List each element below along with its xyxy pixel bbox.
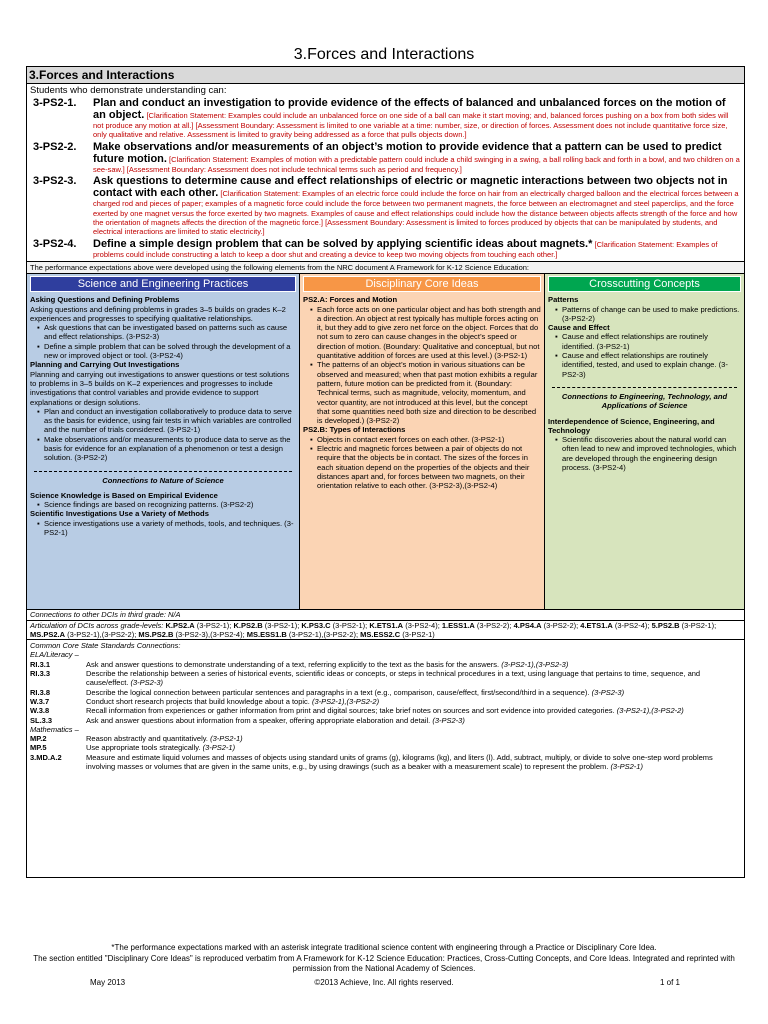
standard-code: SL.3.3 [30,715,53,725]
articulation-ref: (3-PS2-4); [612,620,652,630]
articulation-ref: (3-PS2-1); [194,620,234,630]
section-header: 3.Forces and Interactions [27,67,744,84]
articulation-code: MS.PS2.A [30,629,66,639]
standard-text: Measure and estimate liquid volumes and masses of objects using standard units of grams (g), kilograms (kg), and liters (l). Add, subtract, multiply, or divide to solve one-step word problems involving masses or volumes that are given in the same units, e.g., by using drawings (such as a beaker with a measurement scale) to represent the problem. [86,752,713,771]
articulation-code: 4.ETS1.A [580,620,613,630]
crosscutting-bullet: ▪ Cause and effect relationships are routinely identified. (3-PS2-1) [548,332,741,351]
standard-code: 3.MD.A.2 [30,752,62,762]
practice-text: Planning and carrying out investigations to answer questions or test solutions to problems in 3–5 builds on K–2 experiences and progresses to include investigations that control variables and provide evidence to support explanations or design solutions. [30,369,290,407]
standard-code: W.3.7 [30,696,50,706]
standard-ref: (3-PS2-1) [202,743,236,753]
pe-code: 3-PS2-2. [33,140,77,153]
intro-text: Students who demonstrate understanding can: [30,85,227,96]
standards-frame [26,66,745,878]
pe-title: Make observations and/or measurements of an object’s motion to provide evidence that a pattern can be used to predict future motion. [93,140,722,165]
pe-note: [Clarification Statement: Examples of an electric force could include the force on hair from an electrically charged balloon and the electrical forces between a charged rod and pieces of paper; examples of a magnetic force could include the force between two permanent magnets, the force between an electromagnet and steel paperclips, and the force exerted by one magnet versus the force exerted by two magnets. Examples of cause and effect relationships could include how the distance between objects affects strength of the force and how the orientation of magnets affects the direction of the magnetic force.] [Assessment Boundary: Assessment is limited to forces produced by objects that can be manipulated by students, and electrical interactions are limited to static electricity.] [93,189,739,237]
articulation-code: K.PS2.A [165,620,195,630]
pe-title: Define a simple design problem that can be solved by applying scientific ideas about magnets.* [93,237,593,250]
performance-expectations [27,97,744,259]
standard-row [30,734,741,743]
crosscutting-heading: Cause and Effect [548,323,610,333]
articulation-ref: (3-PS2-1) [400,629,435,639]
pe-item [33,141,740,174]
articulation-code: 1.ESS1.A [441,620,475,630]
connections-title: Connections to Nature of Science [102,475,224,485]
standard-code: MP.2 [30,734,47,744]
standard-code: RI.3.3 [30,669,51,679]
connections-other-dcis: Connections to other DCIs in third grade: N/A [27,610,744,620]
articulation-code: 4.PS4.A [513,620,542,630]
crosscutting-header: Crosscutting Concepts [548,276,741,292]
practice-bullet: ▪ Ask questions that can be investigated based on patterns such as cause and effect relationships. (3-PS2-3) [30,323,296,342]
standard-code: RI.3.1 [30,659,51,669]
articulation-ref: (3-PS2-2); [541,620,581,630]
practice-bullet: ▪ Make observations and/or measurements to produce data to serve as the basis for evidence for an explanation of a phenomenon or test a design solution. (3-PS2-2) [30,435,296,463]
standard-text: Conduct short research projects that build knowledge about a topic. [86,696,312,706]
dci-header: Disciplinary Core Ideas [303,276,541,292]
articulation-ref: (3-PS2-2); [474,620,514,630]
standard-ref: (3-PS2-3) [432,715,465,725]
practice-bullet: ▪ Science findings are based on recognizing patterns. (3-PS2-2) [30,500,296,509]
footer-note [20,943,748,975]
standard-text: Recall information from experiences or gather information from print and digital sources; take brief notes on sources and sort evidence into provided categories. [86,706,617,716]
practice-heading: Planning and Carrying Out Investigations [30,360,180,370]
standard-ref: (3-PS2-3) [130,678,163,688]
dci-heading: PS2.A: Forces and Motion [303,295,398,305]
practice-bullet: ▪ Define a simple problem that can be solved through the development of a new or improved object or tool. (3-PS2-4) [30,342,296,361]
standard-code: W.3.8 [30,706,50,716]
standard-ref: (3-PS2-1) [610,762,643,771]
dci-bullet: ▪ Electric and magnetic forces between a pair of objects do not require that the objects be in contact. The sizes of the forces in each situation depend on the properties of the objects and their distances apart and, for forces between two magnets, on their orientation relative to each other. (3-PS2-3),(3-PS2-4) [303,444,541,490]
divider [552,387,737,388]
asterisk-note: *The performance expectations marked with an asterisk integrate traditional science content with engineering through a Practice or Disciplinary Core Idea. [111,943,657,952]
page-number: 1 of 1 [659,978,680,987]
articulation-code: MS.PS2.B [138,629,174,639]
ela-label: ELA/Literacy – [30,650,79,660]
math-standards [30,734,741,771]
articulation-code: K.PS3.C [301,620,331,630]
pe-note: [Clarification Statement: Examples could include an unbalanced force on one side of a ball can make it start moving; and, balanced forces pushing on a box from both sides will not produce any motion at all.] [Assessment Boundary: Assessment is limited to one variable at a time: number, size, or direction of forces. Assessment does not include quantitative force size, only qualitative and relative. Assessment is limited to gravity being addressed as a force that pulls objects down.] [93,111,729,140]
practice-heading: Science Knowledge is Based on Empirical Evidence [30,490,218,500]
crosscutting-column [544,274,744,609]
standard-text: Describe the relationship between a series of historical events, scientific ideas or concepts, or steps in technical procedures in a text, using language that pertains to time, sequence, and cause/effect. [86,669,701,688]
framework-note: The section entitled "Disciplinary Core Ideas" is reproduced verbatim from A Framework for K-12 Science Education: Practices, Cross-Cutting Concepts, and Core Ideas. Integrated and reprinted with permission from the National Academy of Sciences. [33,953,735,973]
standard-row [30,688,741,697]
dci-bullet: ▪ The patterns of an object’s motion in various situations can be observed and measured; when that past motion exhibits a regular pattern, future motion can be predicted from it. (Boundary: Technical terms, such as magnitude, velocity, momentum, and vector quantity, are not introduced at this level, but the concept that some quantities need both size and direction to be described is developed.) (3-PS2-2) [303,360,541,425]
dci-bullet: ▪ Objects in contact exert forces on each other. (3-PS2-1) [303,435,541,444]
articulation-ref: (3-PS2-3),(3-PS2-4); [173,629,247,639]
standard-row [30,706,741,715]
articulation [27,621,744,641]
pe-note: [Clarification Statement: Examples of motion with a predictable pattern could include a child swinging in a swing, a ball rolling back and forth in a bowl, and two children on a see-saw.] [Assessment Boundary: Assessment does not include technical terms such as period and frequency.] [93,154,740,174]
crosscutting-heading: Patterns [548,295,579,305]
footer-copyright: ©2013 Achieve, Inc. All rights reserved. [314,978,454,987]
crosscutting-heading: Interdependence of Science, Engineering, and Technology [548,416,715,435]
standard-text: Describe the logical connection between particular sentences and paragraphs in a text (e.g., comparison, cause/effect, first/second/third in a sequence). [86,687,592,697]
footer-date: May 2013 [90,978,126,987]
standard-row [30,716,741,725]
foundation-columns [27,274,744,610]
crosscutting-bullet: ▪ Patterns of change can be used to make predictions. (3-PS2-2) [548,305,741,324]
pe-code: 3-PS2-1. [33,97,77,109]
standard-row [30,697,741,706]
articulation-ref: (3-PS2-1),(3-PS2-2); [65,629,139,639]
crosscutting-bullet: ▪ Cause and effect relationships are routinely identified, tested, and used to explain change. (3-PS2-3) [548,351,741,379]
standard-text: Reason abstractly and quantitatively. [86,734,211,744]
articulation-ref: (3-PS2-1),(3-PS2-2); [286,629,361,639]
articulation-code: K.PS2.B [233,620,263,630]
standard-row [30,669,741,688]
practice-text: Asking questions and defining problems in grades 3–5 builds on grades K–2 experiences and progresses to specifying qualitative relationships. [30,304,286,323]
articulation-ref: (3-PS2-1); [330,620,370,630]
divider [34,471,292,472]
standard-code: RI.3.8 [30,687,51,697]
pe-item [33,238,740,259]
dci-bullet: ▪ Each force acts on one particular object and has both strength and a direction. An object at rest typically has multiple forces acting on it, but they add to give zero net force on the object. Forces that do not sum to zero can cause changes in the object’s speed or direction of motion. (Boundary: Qualitative and conceptual, but not quantitative addition of forces are used at this level.) (3-PS2-1) [303,305,541,361]
practices-column [27,274,299,609]
articulation-label: Articulation of DCIs across grade-levels: [30,620,164,630]
articulation-code: MS.ESS2.C [360,629,401,639]
standard-code: MP.5 [30,743,47,753]
pe-item [33,97,740,140]
standard-ref: (3-PS2-1),(3-PS2-2) [311,696,380,706]
practice-bullet: ▪ Plan and conduct an investigation collaboratively to produce data to serve as the basis for evidence, using fair tests in which variables are controlled and the number of trials considered. (3-PS2-1) [30,407,296,435]
articulation-code: 5.PS2.B [651,620,680,630]
standard-text: Ask and answer questions to demonstrate understanding of a text, referring explicitly to the text as the basis for the answers. [86,659,502,669]
standard-row [30,743,741,752]
articulation-ref: (3-PS2-4); [403,620,442,630]
dci-heading: PS2.B: Types of Interactions [303,425,406,435]
standard-ref: (3-PS2-3) [591,687,625,697]
page-title: 3.Forces and Interactions [293,46,475,63]
ela-standards [30,660,741,725]
articulation-code: K.ETS1.A [369,620,404,630]
math-label: Mathematics – [30,724,79,734]
articulation-code: MS.ESS1.B [246,629,287,639]
practice-heading: Scientific Investigations Use a Variety of Methods [30,509,209,519]
dci-column [299,274,544,609]
practice-bullet: ▪ Science investigations use a variety of methods, tools, and techniques. (3-PS2-1) [30,519,296,538]
pe-title: Plan and conduct an investigation to provide evidence of the effects of balanced and unbalanced forces on the motion of an object. [93,97,726,121]
performance-note: The performance expectations above were developed using the following elements from the NRC document A Framework for K-12 Science Education: [27,261,744,274]
standard-ref: (3-PS2-1),(3-PS2-2) [616,706,684,716]
standard-text: Use appropriate tools strategically. [86,743,203,753]
pe-title: Ask questions to determine cause and effect relationships of electric or magnetic interactions between two objects not in contact with each other. [93,175,728,200]
articulation-ref: (3-PS2-1); [262,620,302,630]
connections-title: Connections to Engineering, Technology, and Applications of Science [561,391,728,411]
pe-item [33,175,740,237]
standard-ref: (3-PS2-1),(3-PS2-3) [501,659,569,669]
standard-text: Ask and answer questions about information from a speaker, offering appropriate elaboration and detail. [86,715,433,725]
practices-header: Science and Engineering Practices [30,276,296,292]
crosscutting-bullet: ▪ Scientific discoveries about the natural world can often lead to new and improved technologies, which are developed through the engineering design process. (3-PS2-4) [548,435,741,472]
standard-row [30,753,741,772]
pe-note: [Clarification Statement: Examples of problems could include constructing a latch to keep a door shut and creating a device to keep two moving objects from touching each other.] [93,239,718,259]
practice-heading: Asking Questions and Defining Problems [30,295,180,305]
standard-row [30,660,741,669]
ccss-label: Common Core State Standards Connections: [30,641,181,651]
standard-ref: (3-PS2-1) [210,734,243,744]
pe-code: 3-PS2-3. [33,175,77,188]
ccss-connections [27,640,744,772]
articulation-ref: (3-PS2-1); [679,620,717,630]
pe-code: 3-PS2-4. [33,237,77,250]
